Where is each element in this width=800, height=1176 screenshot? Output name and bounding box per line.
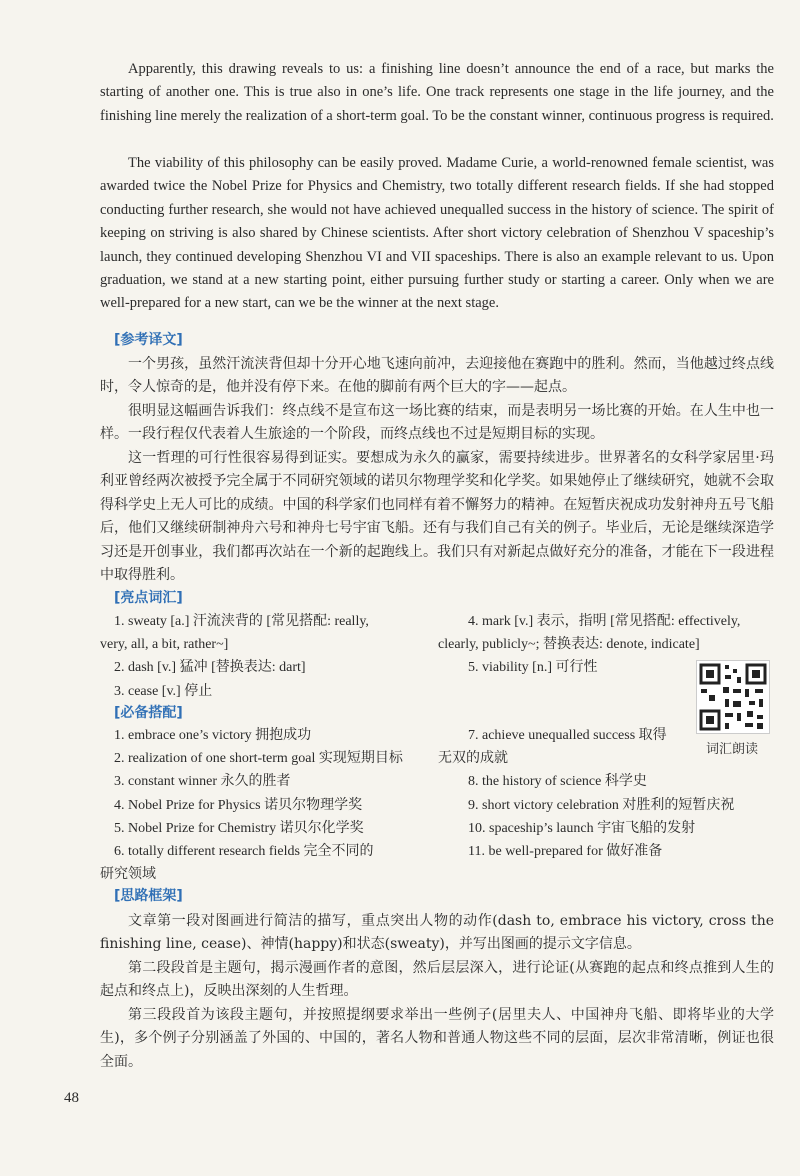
phrases-heading: [必备搭配] (114, 705, 183, 721)
list-item: 2. dash [v.] 猛冲 [替换表达: dart] (114, 660, 306, 676)
list-item: clearly, publicly~; 替换表达: denote, indicate] (438, 637, 700, 653)
list-item: 11. be well-prepared for 做好准备 (468, 844, 663, 860)
list-item: 8. the history of science 科学史 (468, 774, 647, 790)
list-item: 5. viability [n.] 可行性 (468, 660, 598, 676)
list-item: very, all, a bit, rather~] (100, 637, 229, 653)
essay-paragraph-3: Apparently, this drawing reveals to us: a finishing line doesn’t announce the end of a race, but marks the starting of another one. This is true also in one’s life. One track represents one stage in the life journey, and the finishing line merely the realization of a short-term goal. To be the constant winner, continuous progress is required. (100, 61, 774, 124)
framework-paragraph-1: 文章第一段对图画进行简洁的描写，重点突出人物的动作(dash to, embrace his victory, cross the finishing line, cease)、神情(happy)和状态(sweaty)，并写出图画的提示文字信息。 (100, 913, 774, 953)
page-number: 48 (64, 1090, 79, 1106)
list-item: 2. realization of one short-term goal 实现短期目标 (114, 751, 403, 767)
translation-heading: [参考译文] (114, 332, 183, 348)
vocab-heading: [亮点词汇] (114, 590, 183, 606)
qr-code-icon[interactable] (696, 660, 770, 734)
list-item: 无双的成就 (438, 751, 508, 767)
phrases-left-column (100, 724, 403, 886)
list-item: 3. cease [v.] 停止 (114, 683, 213, 699)
list-item: 10. spaceship’s launch 宇宙飞船的发射 (468, 820, 696, 836)
framework-heading: [思路框架] (114, 888, 183, 904)
list-item: 4. mark [v.] 表示，指明 [常见搭配: effectively, (468, 614, 741, 629)
list-item: 6. totally different research fields 完全不同的 (114, 844, 374, 860)
framework-paragraph-3: 第三段段首为该段主题句，并按照提纲要求举出一些例子(居里夫人、中国神舟飞船、即将毕业的大学生)，多个例子分别涵盖了外国的、中国的，著名人物和普通人物这些不同的层面，层次非常清晰，例证也很全面。 (100, 1007, 774, 1070)
framework-paragraph-2: 第二段段首是主题句，揭示漫画作者的意图，然后层层深入，进行论证(从赛跑的起点和终点推到人生的起点和终点上)，反映出深刻的人生哲理。 (100, 960, 774, 1000)
qr-caption: 词汇朗读 (705, 742, 758, 757)
list-item: 9. short victory celebration 对胜利的短暂庆祝 (468, 797, 735, 813)
translation-paragraph-1: 一个男孩，虽然汗流浃背但却十分开心地飞速向前冲，去迎接他在赛跑中的胜利。然而，当他越过终点线时，令人惊奇的是，他并没有停下来。在他的脚前有两个巨大的字——起点。 (100, 356, 774, 396)
list-item: 3. constant winner 永久的胜者 (114, 774, 291, 790)
list-item: 1. embrace one’s victory 拥抱成功 (114, 728, 312, 743)
list-item: 1. sweaty [a.] 汗流浃背的 [常见搭配: really, (114, 614, 369, 629)
translation-paragraph-2: 很明显这幅画告诉我们：终点线不是宣布这一场比赛的结束，而是表明另一场比赛的开始。在人生中也一样。一段行程仅代表着人生旅途的一个阶段，而终点线也不过是短期目标的实现。 (100, 403, 774, 443)
list-item: 研究领域 (100, 867, 156, 883)
vocab-left-column (100, 610, 369, 703)
essay-paragraph-4: The viability of this philosophy can be easily proved. Madame Curie, a world-renowned female scientist, was awarded twice the Nobel Prize for Physics and Chemistry, two totally different research fields. If she had stopped conducting further research, she would not have achieved unequalled success in the history of science. The spirit of keeping on striving is also shared by Chinese scientists. After short victory celebration of Shenzhou V spaceship’s launch, they continued developing Shenzhou VI and VII spaceships. There is also an example relevant to us. Upon graduation, we stand at a new starting point, either pursuing further study or starting a career. Only when we are well-prepared for a new start, can we be the winner at the next stage. (100, 155, 774, 312)
translation-paragraph-3: 这一哲理的可行性很容易得到证实。要想成为永久的赢家，需要持续进步。世界著名的女科学家居里·玛利亚曾经两次被授予完全属于不同研究领域的诺贝尔物理学奖和化学奖。如果她停止了继续研究，她就不会取得科学史上无人可比的成绩。中国的科学家们也同样有着不懈努力的精神。在短暂庆祝成功发射神舟五号飞船后，他们又继续研制神舟六号和神舟七号宇宙飞船。还有与我们自己有关的例子。毕业后，无论是继续深造学习还是开创事业，我们都再次站在一个新的起跑线上。我们只有对新起点做好充分的准备，才能在下一段进程中取得胜利。 (100, 450, 774, 584)
list-item: 5. Nobel Prize for Chemistry 诺贝尔化学奖 (114, 820, 364, 836)
list-item: 4. Nobel Prize for Physics 诺贝尔物理学奖 (114, 797, 363, 813)
phrases-right-column (438, 724, 735, 863)
list-item: 7. achieve unequalled success 取得 (468, 728, 667, 743)
